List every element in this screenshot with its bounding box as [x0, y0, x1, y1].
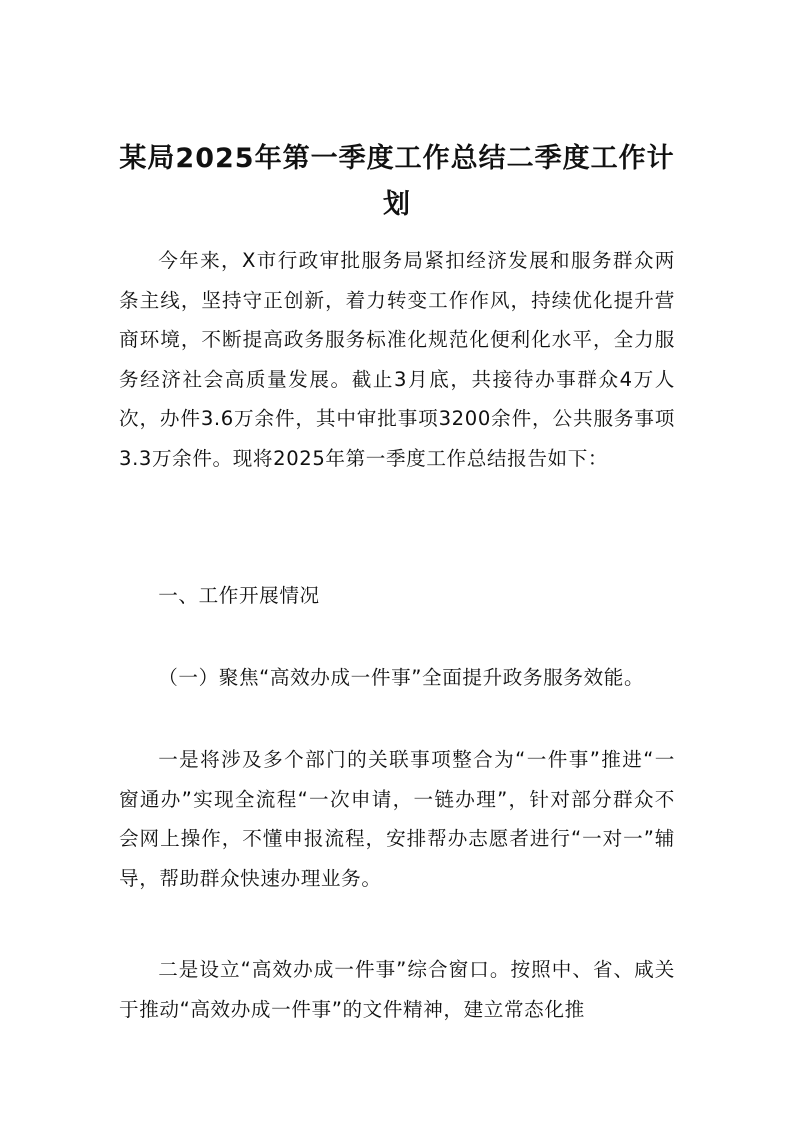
intro-paragraph: 今年来，X市行政审批服务局紧扣经济发展和服务群众两条主线，坚持守正创新，着力转变工作作风，持续优化提升营商环境，不断提高政务服务标准化规范化便利化水平，全力服务经济社会高质量发展。截止3月底，共接待办事群众4万人次，办件3.6万余件，其中审批事项3200余件，公共服务事项3.3万余件。现将2025年第一季度工作总结报告如下：	[119, 249, 675, 470]
subsection-heading: （一）聚焦“高效办成一件事”全面提升政务服务效能。	[158, 666, 645, 689]
document-title: 某局2025年第一季度工作总结二季度工作计划	[119, 143, 675, 221]
item-one-paragraph: 一是将涉及多个部门的关联事项整合为“一件事”推进“一窗通办”实现全流程“一次申请，一链办理”，针对部分群众不会网上操作，不懂申报流程，安排帮办志愿者进行“一对一”辅导，帮助群众快速办理业务。	[119, 748, 675, 890]
item-two-paragraph: 二是设立“高效办成一件事”综合窗口。按照中、省、咸关于推动“高效办成一件事”的文件精神，建立常态化推	[119, 958, 675, 1021]
section-heading: 一、工作开展情况	[158, 584, 320, 607]
